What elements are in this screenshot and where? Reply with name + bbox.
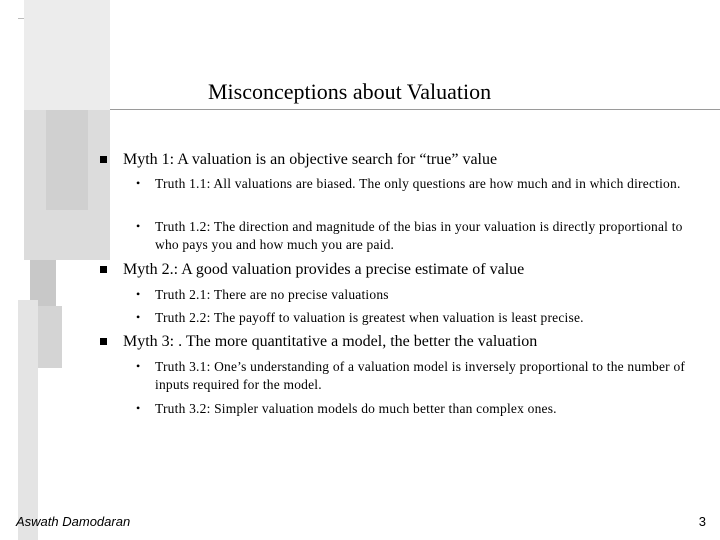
bullet-dot-icon: •: [136, 359, 141, 373]
square-bullet-icon: [100, 338, 107, 345]
truth-text: Truth 1.1: All valuations are biased. The only questions are how much and in which direction.: [155, 176, 681, 191]
myth-heading: Myth 2.: A good valuation provides a precise estimate of value: [123, 261, 525, 278]
truth-text: Truth 1.2: The direction and magnitude of the bias in your valuation is directly proportional to who pays you and how much you are paid.: [155, 219, 683, 252]
square-bullet-icon: [100, 156, 107, 163]
page-number: 3: [698, 514, 706, 529]
bullet-dot-icon: •: [136, 310, 141, 324]
bullet-dot-icon: •: [136, 287, 141, 301]
myth-heading: Myth 1: A valuation is an objective search for “true” value: [123, 151, 498, 168]
bullet-dot-icon: •: [136, 219, 141, 233]
decorative-block: [18, 300, 38, 540]
truth-text: Truth 3.1: One’s understanding of a valuation model is inversely proportional to the number of inputs required for the model.: [155, 359, 686, 392]
footer-author: Aswath Damodaran: [16, 514, 131, 529]
decorative-line: [18, 18, 24, 19]
bullet-dot-icon: •: [136, 401, 141, 415]
bullet-dot-icon: •: [136, 176, 141, 190]
slide-title: Misconceptions about Valuation: [208, 79, 492, 104]
myth-heading: Myth 3: . The more quantitative a model, the better the valuation: [123, 333, 538, 350]
title-underline: [110, 109, 720, 110]
decorative-block: [46, 110, 88, 210]
decorative-block: [24, 0, 110, 110]
truth-text: Truth 3.2: Simpler valuation models do much better than complex ones.: [155, 401, 557, 416]
truth-text: Truth 2.1: There are no precise valuations: [155, 287, 389, 302]
truth-text: Truth 2.2: The payoff to valuation is greatest when valuation is least precise.: [155, 310, 584, 325]
square-bullet-icon: [100, 266, 107, 273]
decorative-block: [36, 306, 62, 368]
